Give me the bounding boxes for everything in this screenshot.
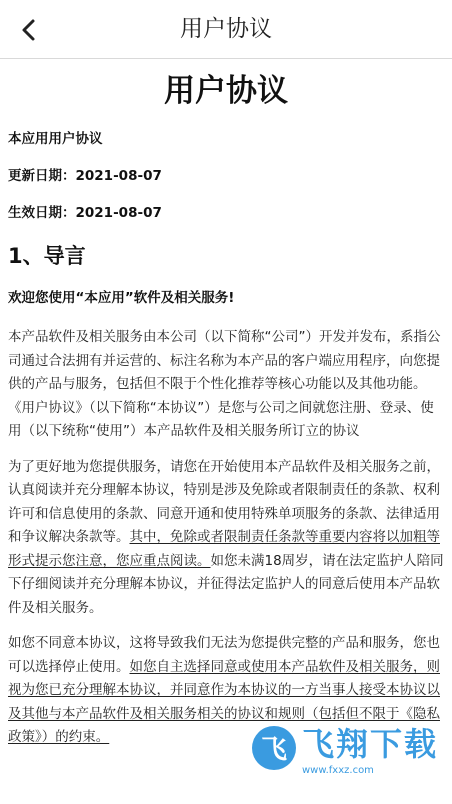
watermark-name: 飞翔下载 <box>301 725 438 763</box>
top-nav-bar <box>0 0 452 59</box>
paragraph-2-underlined-text: 其中，免除或者限制责任条款等重要内容将以加粗等形式提示您注意，您应重点阅读。 <box>8 529 440 569</box>
paragraph-2-text: 为了更好地为您提供服务，请您在开始使用本产品软件及相关服务之前，认真阅读并充分理解本协议，特别是涉及免除或者限制责任的条款、权利许可和信息使用的条款、同意开通和使用特殊单项服务的条款、法律适用和争议解决条款等。 <box>8 458 440 545</box>
paragraph-3-text: 如您不同意本协议，这将导致我们无法为您提供完整的产品和服务，您也可以选择停止使用。 <box>8 635 440 675</box>
effective-date-line: 生效日期：2021-08-07 <box>8 205 162 221</box>
updated-date-line: 更新日期：2021-08-07 <box>8 168 162 184</box>
document-title: 用户协议 <box>164 73 288 109</box>
watermark-url: www.fxxz.com <box>301 765 374 776</box>
page-title: 用户协议 <box>180 16 272 42</box>
agreement-content[interactable] <box>0 59 452 804</box>
paragraph-2-tail-text: 如您未满18周岁，请在法定监护人陪同下仔细阅读并充分理解本协议，并征得法定监护人的同意后使用本产品软件及相关服务。 <box>8 552 444 616</box>
section-title-introduction: 1、导言 <box>8 244 86 268</box>
paragraph-1: 本产品软件及相关服务由本公司（以下简称“公司”）开发并发布，系指公司通过合法拥有并运营的、标注名称为本产品的客户端应用程序，向您提供的产品与服务，包括但不限于个性化推荐等核心功能以及其他功能。《用户协议》（以下简称“本协议”）是您与公司之间就您注册、登录、使用（以下统称“使用”）本产品软件及相关服务所订立的协议 <box>8 329 441 439</box>
welcome-text: 欢迎您使用“本应用”软件及相关服务! <box>8 290 235 306</box>
paragraph-3 <box>8 632 444 750</box>
paragraph-2 <box>8 456 444 621</box>
app-name-line: 本应用用户协议 <box>8 131 103 147</box>
paragraph-3-underlined-text: 如您自主选择同意或使用本产品软件及相关服务，则视为您已充分理解本协议，并同意作为本协议的一方当事人接受本协议以及其他与本产品软件及相关服务相关的协议和规则（包括但不限于《隐私政策》）的约束。 <box>8 658 440 745</box>
watermark-logo: 飞 <box>252 726 296 770</box>
